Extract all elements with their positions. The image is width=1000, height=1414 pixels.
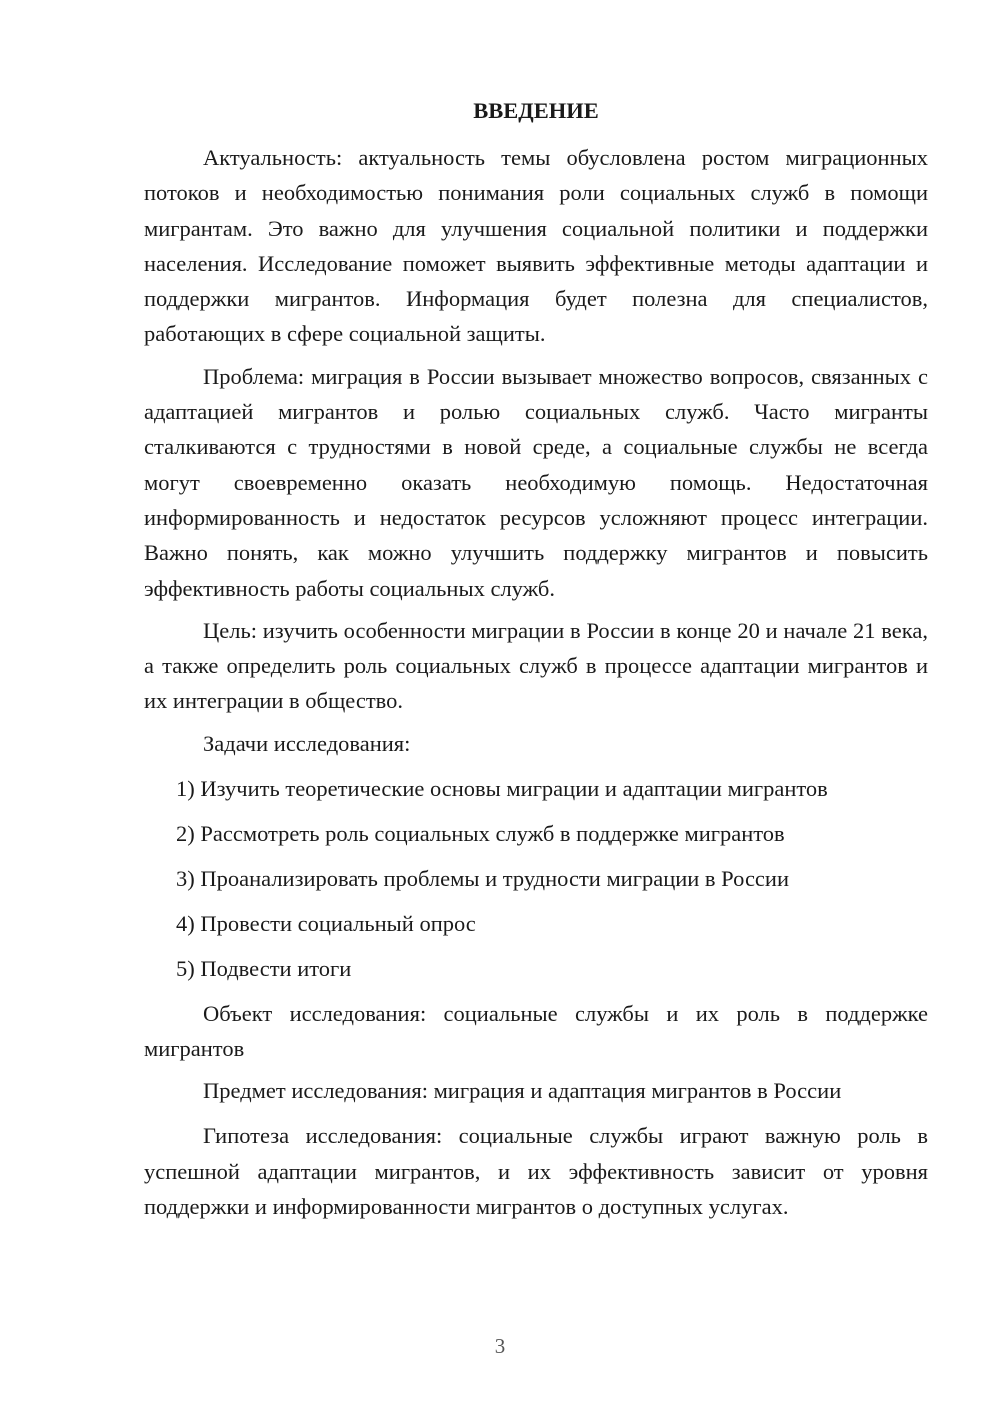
paragraph-subject: Предмет исследования: миграция и адаптация мигрантов в России <box>203 1078 842 1104</box>
tasks-label: Задачи исследования: <box>203 730 411 756</box>
task-item: 3) Проанализировать проблемы и трудности миграции в России <box>176 865 790 891</box>
document-body <box>144 96 928 1231</box>
paragraph-goal: Цель: изучить особенности миграции в России в конце 20 и начале 21 века, а также определить роль социальных служб в процессе адаптации мигрантов и их интеграции в общество. <box>144 617 928 714</box>
task-item: 1) Изучить теоретические основы миграции и адаптации мигрантов <box>176 775 828 801</box>
paragraph-hypothesis: Гипотеза исследования: социальные службы играют важную роль в успешной адаптации мигрантов, и их эффективность зависит от уровня поддержки и информированности мигрантов о доступных услугах. <box>144 1123 928 1219</box>
task-item: 2) Рассмотреть роль социальных служб в поддержке мигрантов <box>176 820 785 846</box>
tasks-list <box>144 771 928 986</box>
paragraph-object: Объект исследования: социальные службы и их роль в поддержке мигрантов <box>144 1000 928 1062</box>
section-heading: ВВЕДЕНИЕ <box>473 98 599 123</box>
task-item: 5) Подвести итоги <box>176 955 352 981</box>
task-item: 4) Провести социальный опрос <box>176 910 476 936</box>
paragraph-problem: Проблема: миграция в России вызывает множество вопросов, связанных с адаптацией мигрантов и ролью социальных служб. Часто мигранты сталкиваются с трудностями в новой среде, а социальные службы не всегда могут своевременно оказать необходимую помощь. Недостаточная информированность и недостаток ресурсов усложняют процесс интеграции. Важно понять, как можно улучшить поддержку мигрантов и повысить эффективность работы социальных служб. <box>144 363 928 601</box>
page-number: 3 <box>494 1334 506 1358</box>
paragraph-relevance: Актуальность: актуальность темы обусловлена ростом миграционных потоков и необходимостью понимания роли социальных служб в помощи мигрантам. Это важно для улучшения социальной политики и поддержки населения. Исследование поможет выявить эффективные методы адаптации и поддержки мигрантов. Информация будет полезна для специалистов, работающих в сфере социальной защиты. <box>144 145 928 347</box>
